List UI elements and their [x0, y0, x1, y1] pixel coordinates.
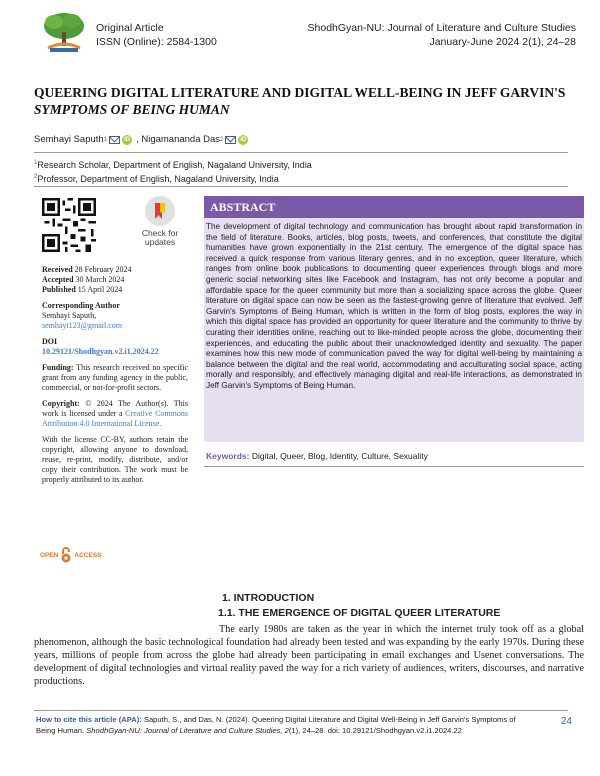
title-line2: SYMPTOMS OF BEING HUMAN [34, 102, 230, 117]
title-line1: QUEERING DIGITAL LITERATURE AND DIGITAL WELL-BEING IN JEFF GARVIN'S [34, 85, 566, 100]
author-1[interactable]: Semhayi Saputh [34, 134, 104, 145]
doi-label: DOI [42, 337, 58, 346]
keywords-label: Keywords: [206, 451, 250, 461]
check-for-updates-badge[interactable]: Check for updates [130, 194, 190, 256]
corresponding-name: Semhayi Saputh, [42, 311, 97, 320]
page-number: 24 [560, 716, 572, 727]
affiliation-1: $^1$Research Scholar, Department of English, Nagaland University, India [34, 160, 312, 170]
corresponding-email-link[interactable]: semhayi123@gmail.com [42, 321, 123, 330]
author-list [34, 134, 252, 145]
citation: How to cite this article (APA): Saputh, S., and Das, N. (2024). Queering Digital Literature and Digital Well-Being in Jeff Garvin's Symptoms of Being Human. ShodhGyan-NU: Journal of Literature and Culture Studies, 2(1), 24–28. doi: 10.29121/Shodhgyan.v2.i1.2024.22 [36, 715, 516, 735]
received-date: Received 28 February 2024 [42, 265, 132, 274]
abstract-text: The development of digital technology and communication has brought about rapid transformation in the field of literature. Books, articles, blog posts, tweets, and conferences, that constitute the digital humanities have grown exponentially in the 21st century. The emergence of the digital space has received a quick response from various literary genres, and in no exception, queer literature, which ranges from online book publications to documenting queer experiences through blogs and more generic social networking sites like Facebook and Instagram, has not only become a popular and affordable space for the queer community but more than a socializing space across the globe. Queer literature on digital space can now be seen as the fastest-growing genre of literature that evolved. Jeff Garvin's Symptoms of Being Human, which is written in the form of blog posts, explores the way in which this digital space has provided an opportunity for queer literature and the community to thrive by curating their identities online, reaching out to like-minded people across the globe, documenting their experiences, and educating the public about their unacknowledged identity and sexuality. The paper examines how this new mode of communication paved the way for digital well-being by maintaining a balance between the digital and the real world, accommodating and acculturating social space, acting morally and responsibly, and effectively managing digital and real-life interactions, as demonstrated in Jeff Garvin's Symptoms of Being Human. [206, 222, 582, 390]
corresponding-label: Corresponding Author [42, 301, 120, 310]
license-note: With the license CC-BY, authors retain the copyright, allowing anyone to download, reuse, re-print, modify, distribute, and/or copy their contribution. The work must be properly attributed to its author. [42, 435, 188, 484]
published-date: Published 15 April 2024 [42, 285, 123, 294]
affiliation-2: $^2$Professor, Department of English, Nagaland University, India [34, 174, 279, 184]
author-2[interactable]: , Nigamananda Das [136, 134, 221, 145]
doi-link[interactable]: 10.29121/Shodhgyan.v2.i1.2024.22 [42, 347, 159, 356]
qr-code[interactable] [42, 198, 96, 252]
journal-issue: January-June 2024 2(1), 24–28 [429, 36, 576, 48]
article-title [34, 84, 574, 118]
email-icon[interactable] [225, 136, 236, 144]
funding-statement: Funding: This research received no specific grant from any funding agency in the public, commercial, or not-for-profit sectors. [42, 363, 188, 392]
header-right [308, 21, 576, 49]
affiliations [34, 157, 312, 185]
accepted-date: Accepted 30 March 2024 [42, 275, 125, 284]
copyright-statement: Copyright: © 2024 The Author(s). This work is licensed under a Creative Commons Attribution 4.0 International License. [42, 399, 188, 428]
email-icon[interactable] [109, 136, 120, 144]
issn: ISSN (Online): 2584-1300 [96, 36, 217, 48]
article-type: Original Article [96, 22, 164, 34]
journal-name: ShodhGyan-NU: Journal of Literature and Culture Studies [307, 22, 576, 34]
divider [34, 152, 568, 153]
orcid-icon[interactable]: iD [124, 136, 131, 143]
subsection-heading: 1.1. THE EMERGENCE OF DIGITAL QUEER LITERATURE [218, 607, 501, 619]
divider [34, 710, 568, 711]
article-info [42, 265, 188, 491]
section-heading: 1. INTRODUCTION [222, 592, 315, 604]
divider [34, 186, 568, 187]
license-link[interactable]: Creative Commons Attribution 4.0 International License. [42, 409, 188, 428]
author-1-sup: 1 [103, 136, 108, 143]
journal-logo-tree [38, 10, 90, 56]
keywords [206, 451, 428, 461]
header-left [96, 21, 217, 49]
open-access-badge: OPEN ACCESS [40, 546, 102, 564]
orcid-icon[interactable]: iD [240, 136, 247, 143]
abstract-heading: ABSTRACT [204, 196, 584, 218]
citation-label: How to cite this article (APA): [36, 715, 142, 724]
open-access-lock-icon [60, 547, 72, 563]
keywords-list: Digital, Queer, Blog, Identity, Culture, Sexuality [249, 451, 428, 461]
author-2-sup: 2 [220, 136, 224, 143]
bookmark-icon [145, 196, 175, 226]
body-paragraph: The early 1980s are taken as the year in which the internet truly took off as a global phenomenon, although the basic technological foundation had already been tested and was expanding by the early 1970s. During these years, millions of people from across the globe had already been participating in email exchanges and Usenet conversations. The development of digital technologies and virtual reality paved the way for a rich variety of audiences, writers, discourses, and narrative productions. [34, 624, 584, 687]
divider [204, 466, 584, 467]
